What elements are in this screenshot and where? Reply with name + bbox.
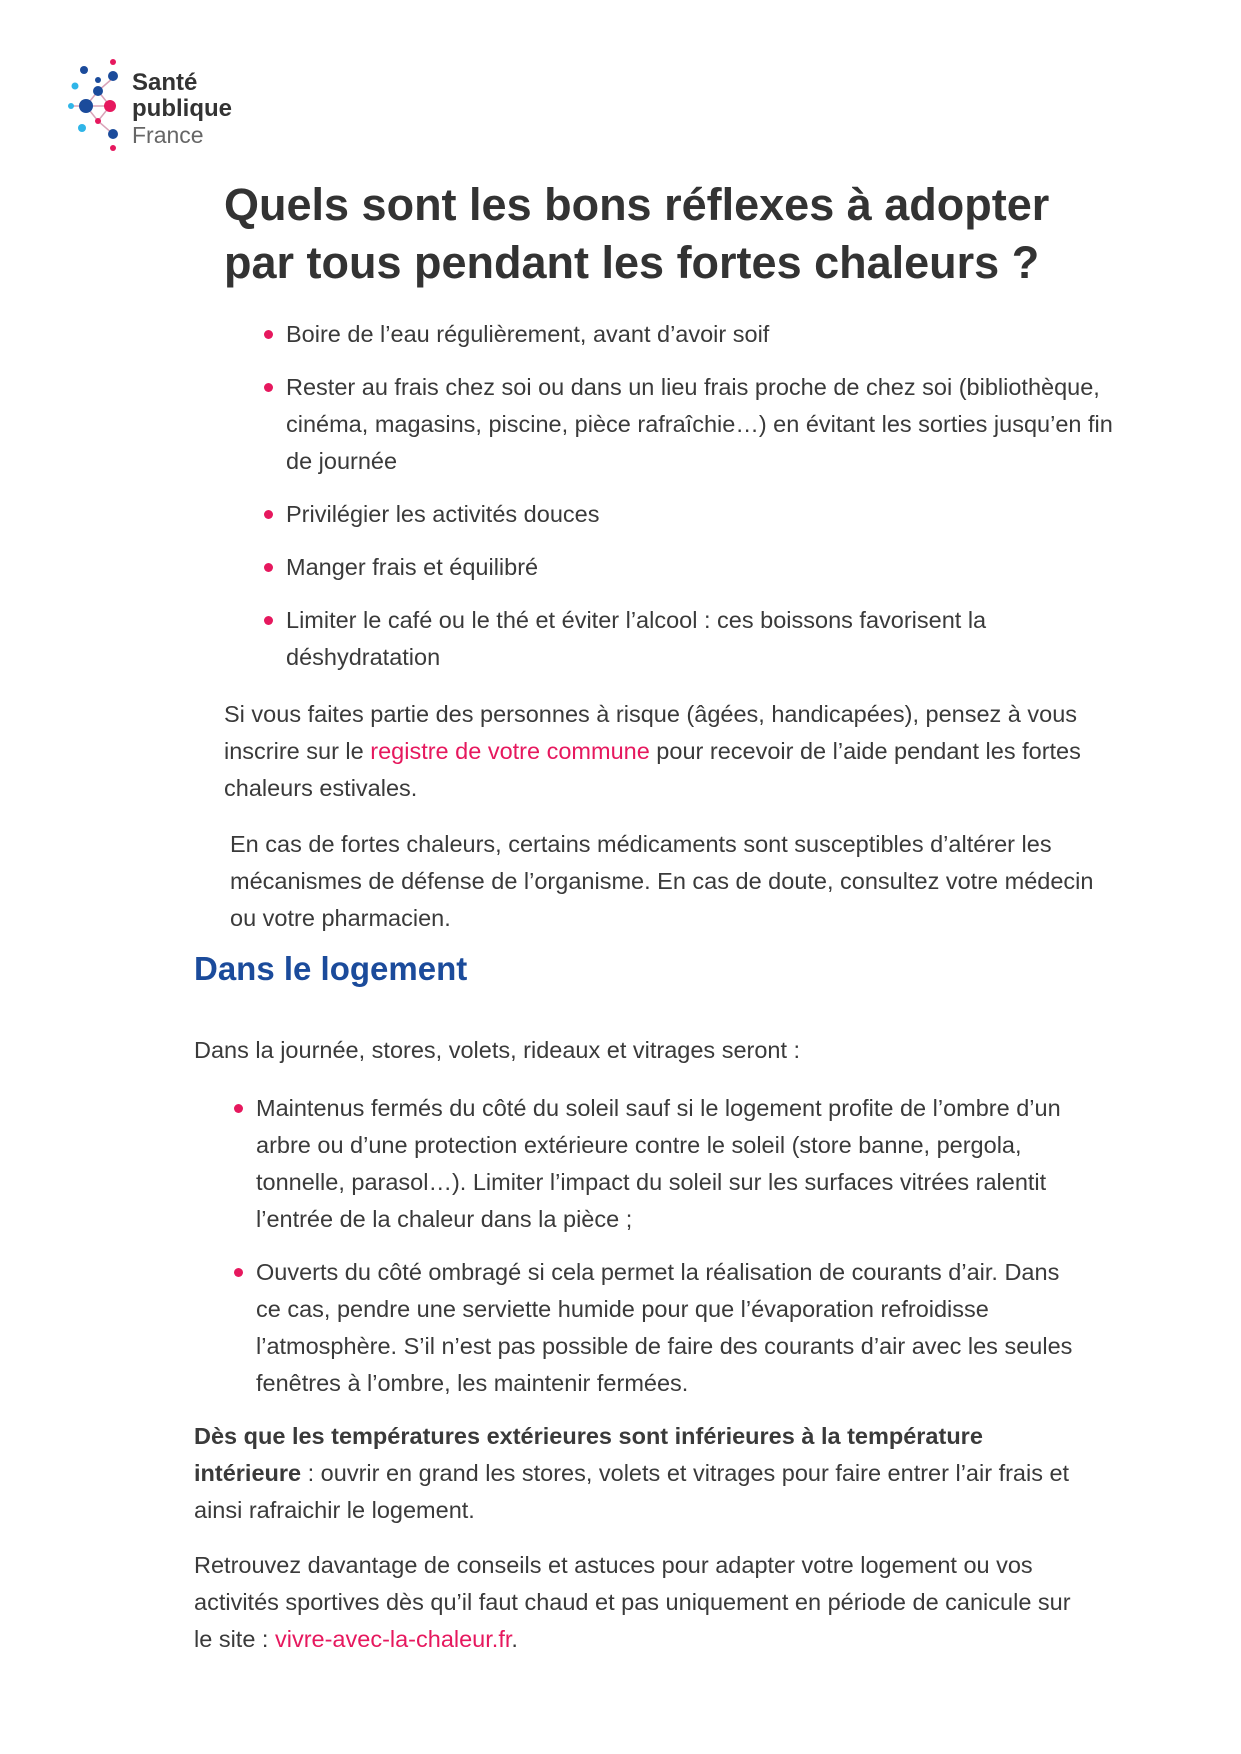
page-title: Quels sont les bons réflexes à adopter par tous pendant les fortes chaleurs ?: [224, 179, 1050, 288]
cooler-bold-text: Dès que les températures extérieures sont inférieures à la température intérieure: [194, 1423, 983, 1486]
list-item: Manger frais et équilibré: [286, 549, 1126, 586]
housing-list: [256, 1090, 1086, 1418]
risk-text-after: pour recevoir de l’aide pendant les fortes chaleurs estivales.: [224, 738, 1081, 801]
cooler-text-rest: : ouvrir en grand les stores, volets et vitrages pour faire entrer l’air frais et ainsi rafraichir le logement.: [194, 1460, 1070, 1523]
logo-wordmark: [132, 70, 232, 148]
list-item: Limiter le café ou le thé et éviter l’alcool : ces boissons favorisent la déshydratation: [286, 602, 1126, 676]
list-item: Privilégier les activités douces: [286, 496, 1126, 533]
list-item: Maintenus fermés du côté du soleil sauf si le logement profite de l’ombre d’un arbre ou d’une protection extérieure contre le soleil (store banne, pergola, tonnelle, parasol…). Limiter l’impact du soleil sur les surfaces vitrées ralentit l’entrée de la chaleur dans la pièce ;: [256, 1090, 1086, 1238]
medicines-paragraph: En cas de fortes chaleurs, certains médicaments sont susceptibles d’altérer les mécanismes de défense de l’organisme. En cas de doute, consultez votre médecin ou votre pharmacien.: [230, 831, 1094, 931]
section-intro: Dans la journée, stores, volets, rideaux et vitrages seront :: [194, 1037, 801, 1063]
list-item: Rester au frais chez soi ou dans un lieu frais proche de chez soi (bibliothèque, cinéma, magasins, piscine, pièce rafraîchie…) en évitant les sorties jusqu’en fin de journée: [286, 369, 1126, 480]
more-text-before: Retrouvez davantage de conseils et astuces pour adapter votre logement ou vos activités sportives dès qu’il faut chaud et pas uniquement en période de canicule sur le site :: [194, 1552, 1071, 1652]
reflexes-list: [286, 316, 1126, 692]
logo-line-1: Santé: [132, 69, 198, 96]
risk-text-before: Si vous faites partie des personnes à risque (âgées, handicapées), pensez à vous inscrire sur le: [224, 701, 1078, 764]
commune-registry-link[interactable]: registre de votre commune: [370, 738, 650, 764]
risk-paragraph: [224, 696, 1104, 807]
logo-molecule-icon: [62, 56, 132, 156]
list-item: Boire de l’eau régulièrement, avant d’avoir soif: [286, 316, 1126, 353]
more-text-after: .: [511, 1626, 518, 1652]
logo-line-3: France: [132, 122, 204, 148]
more-info-paragraph: [194, 1547, 1074, 1658]
sante-publique-france-logo: [62, 56, 262, 156]
vivre-avec-la-chaleur-link[interactable]: vivre-avec-la-chaleur.fr: [274, 1626, 512, 1652]
logo-line-2: publique: [132, 95, 232, 122]
cooler-paragraph: [194, 1418, 1074, 1529]
list-item: Ouverts du côté ombragé si cela permet la réalisation de courants d’air. Dans ce cas, pendre une serviette humide pour que l’évaporation refroidisse l’atmosphère. S’il n’est pas possible de faire des courants d’air avec les seules fenêtres à l’ombre, les maintenir fermées.: [256, 1254, 1086, 1402]
section-heading: Dans le logement: [194, 950, 468, 987]
